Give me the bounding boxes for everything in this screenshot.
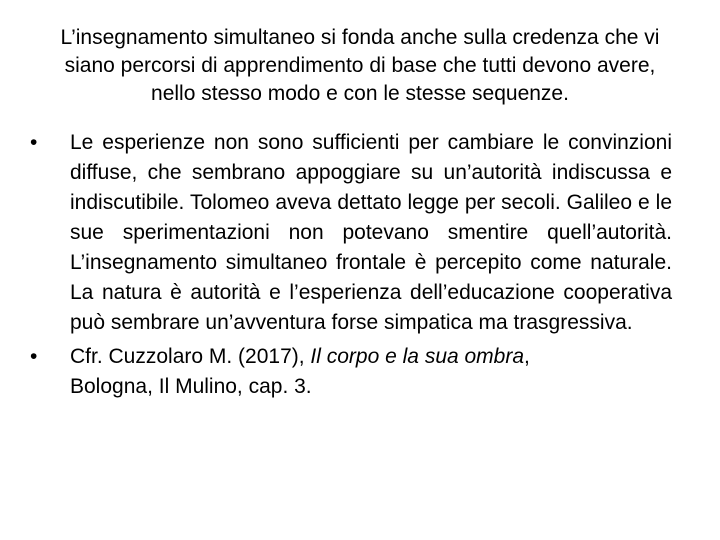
citation-suffix: , [524,345,530,368]
citation-book-title: Il corpo e la sua ombra [310,345,525,368]
bullet-text: Le esperienze non sono sufficienti per cambiare le convinzioni diffuse, che sembrano appoggiare su un’autorità indiscussa e indiscutibile. Tolomeo aveva dettato legge per secoli. Galileo e le sue sperimentazioni non potevano smentire quell’autorità. L’insegnamento simultaneo frontale è percepito come naturale. La natura è autorità e l’esperienza dell’educazione cooperativa può sembrare un’avventura forse simpatica ma trasgressiva. [70,131,672,334]
bullet-item-citation [30,342,672,402]
citation-publisher: Bologna, Il Mulino, cap. 3. [70,375,312,398]
bullet-list [30,128,672,406]
bullet-marker: • [30,131,38,154]
bullet-item-experiences [30,128,672,338]
citation-prefix: Cfr. Cuzzolaro M. (2017), [70,345,311,368]
slide-title: L’insegnamento simultaneo si fonda anche sulla credenza che vi siano percorsi di apprendimento di base che tutti devono avere, nello stesso modo e con le stesse sequenze. [60,26,660,105]
bullet-marker: • [30,345,38,368]
